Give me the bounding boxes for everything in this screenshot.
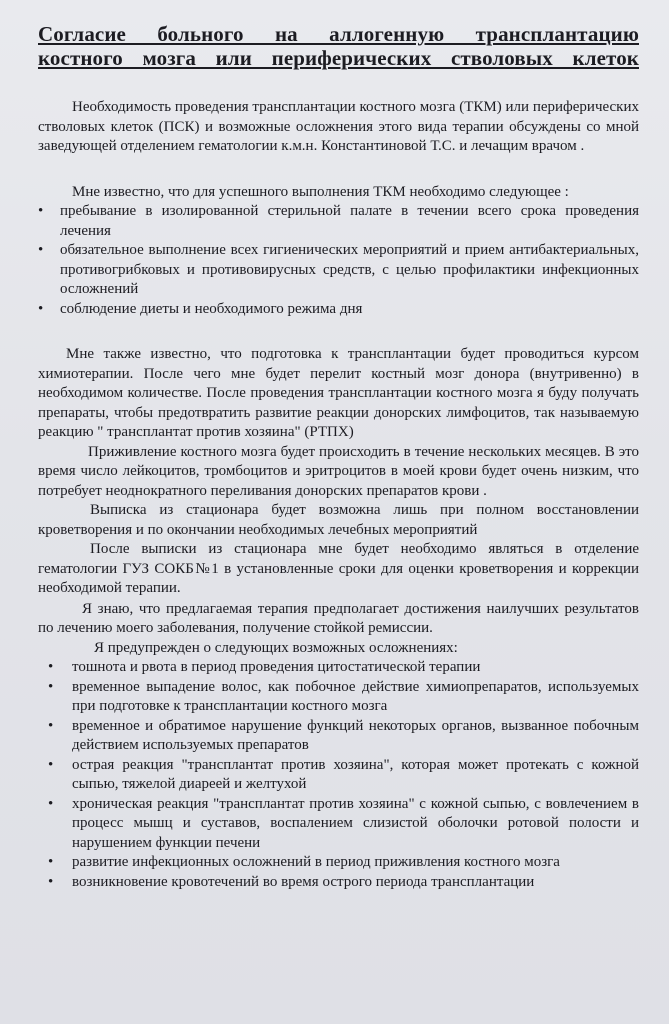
list-item-text: временное выпадение волос, как побочное действие химиопрепаратов, используемых при подготовке к трансплантации костного мозга [72,678,639,714]
list-item [38,853,639,873]
bullet-icon: • [48,717,54,734]
list-item-text: возникновение кровотечений во время острого периода трансплантации [72,873,535,890]
after-discharge-paragraph: После выписки из стационара мне будет необходимо являться в отделение гематологии ГУЗ СОКБ№1 в установленные сроки для оценки кроветворения и коррекции необходимой терапии. [38,541,639,596]
title-line-1: Согласие больного на аллогенную трансплантацию [38,22,639,46]
bullet-icon: • [48,854,54,870]
bullet-icon: • [48,659,54,675]
engraftment-paragraph: Приживление костного мозга будет происходить в течение нескольких месяцев. В это время число лейкоцитов, тромбоцитов и эритроцитов в моей крови будет очень низким, что потребует неоднократного переливания донорских препаратов крови . [38,443,639,499]
list-item-text: тошнота и рвота в период проведения цитостатической терапии [72,659,481,675]
list-item-text: временное и обратимое нарушение функций некоторых органов, вызванное побочным действием используемых препаратов [72,717,639,753]
list-item [38,756,639,795]
list-item [38,795,639,854]
list-item-text: острая реакция "трансплантат против хозяина", которая может протекать с кожной сыпью, тяжелой диареей и желтухой [72,756,639,792]
list-item [38,717,639,756]
requirements-intro: Мне известно, что для успешного выполнения ТКМ необходимо следующее : [72,183,569,200]
bullet-icon: • [48,795,54,812]
preparation-paragraph: Мне также известно, что подготовка к трансплантации будет проводиться курсом химиотерапии. После чего мне будет перелит костный мозг донора (внутривенно) в необходимом количестве. После проведения трансплантации костного мозга я буду получать препараты, чтобы предотвратить развитие реакции донорских лимфоцитов, так называемую реакцию " трансплантат против хозяина" (РТПХ) [38,346,639,440]
bullet-icon: • [38,300,44,317]
requirements-list [38,202,639,319]
complications-list [38,658,639,892]
list-item-text: пребывание в изолированной стерильной палате в течении всего срока проведения лечения [60,203,639,239]
expectations-paragraph: Я знаю, что предлагаемая терапия предполагает достижения наилучших результатов по лечению моего заболевания, получение стойкой ремиссии. [38,600,639,636]
list-item-text: соблюдение диеты и необходимого режима дня [60,300,363,317]
list-item-text: развитие инфекционных осложнений в период приживления костного мозга [72,854,560,870]
bullet-icon: • [48,756,54,773]
list-item [38,300,639,320]
complications-intro: Я предупрежден о следующих возможных осложнениях: [94,639,458,656]
list-item-text: хроническая реакция "трансплантат против хозяина" с кожной сыпью, с вовлечением в процесс мышц и суставов, воспалением слизистой оболочки ротовой полости и нарушением функции печени [72,795,639,851]
discharge-paragraph: Выписка из стационара будет возможна лишь при полном восстановлении кроветворения и по окончании необходимых лечебных мероприятий [38,502,639,538]
bullet-icon: • [48,678,54,695]
list-item [38,202,639,241]
bullet-icon: • [48,873,54,890]
list-item [38,873,639,893]
intro-paragraph: Необходимость проведения трансплантации костного мозга (ТКМ) или периферических стволовых клеток (ПСК) и возможные осложнения этого вида терапии обсуждены со мной заведующей отделением гематологии к.м.н. Константиновой Т.С. и лечащим врачом . [38,99,639,154]
list-item [38,678,639,717]
list-item [38,658,639,678]
bullet-icon: • [38,242,44,258]
list-item [38,241,639,300]
title-line-2: костного мозга или периферических стволовых клеток [38,46,639,70]
list-item-text: обязательное выполнение всех гигиенических мероприятий и прием антибактериальных, противогрибковых и противовирусных средств, с целью профилактики инфекционных осложнений [60,242,639,297]
bullet-icon: • [38,203,44,219]
document-title [38,22,639,70]
